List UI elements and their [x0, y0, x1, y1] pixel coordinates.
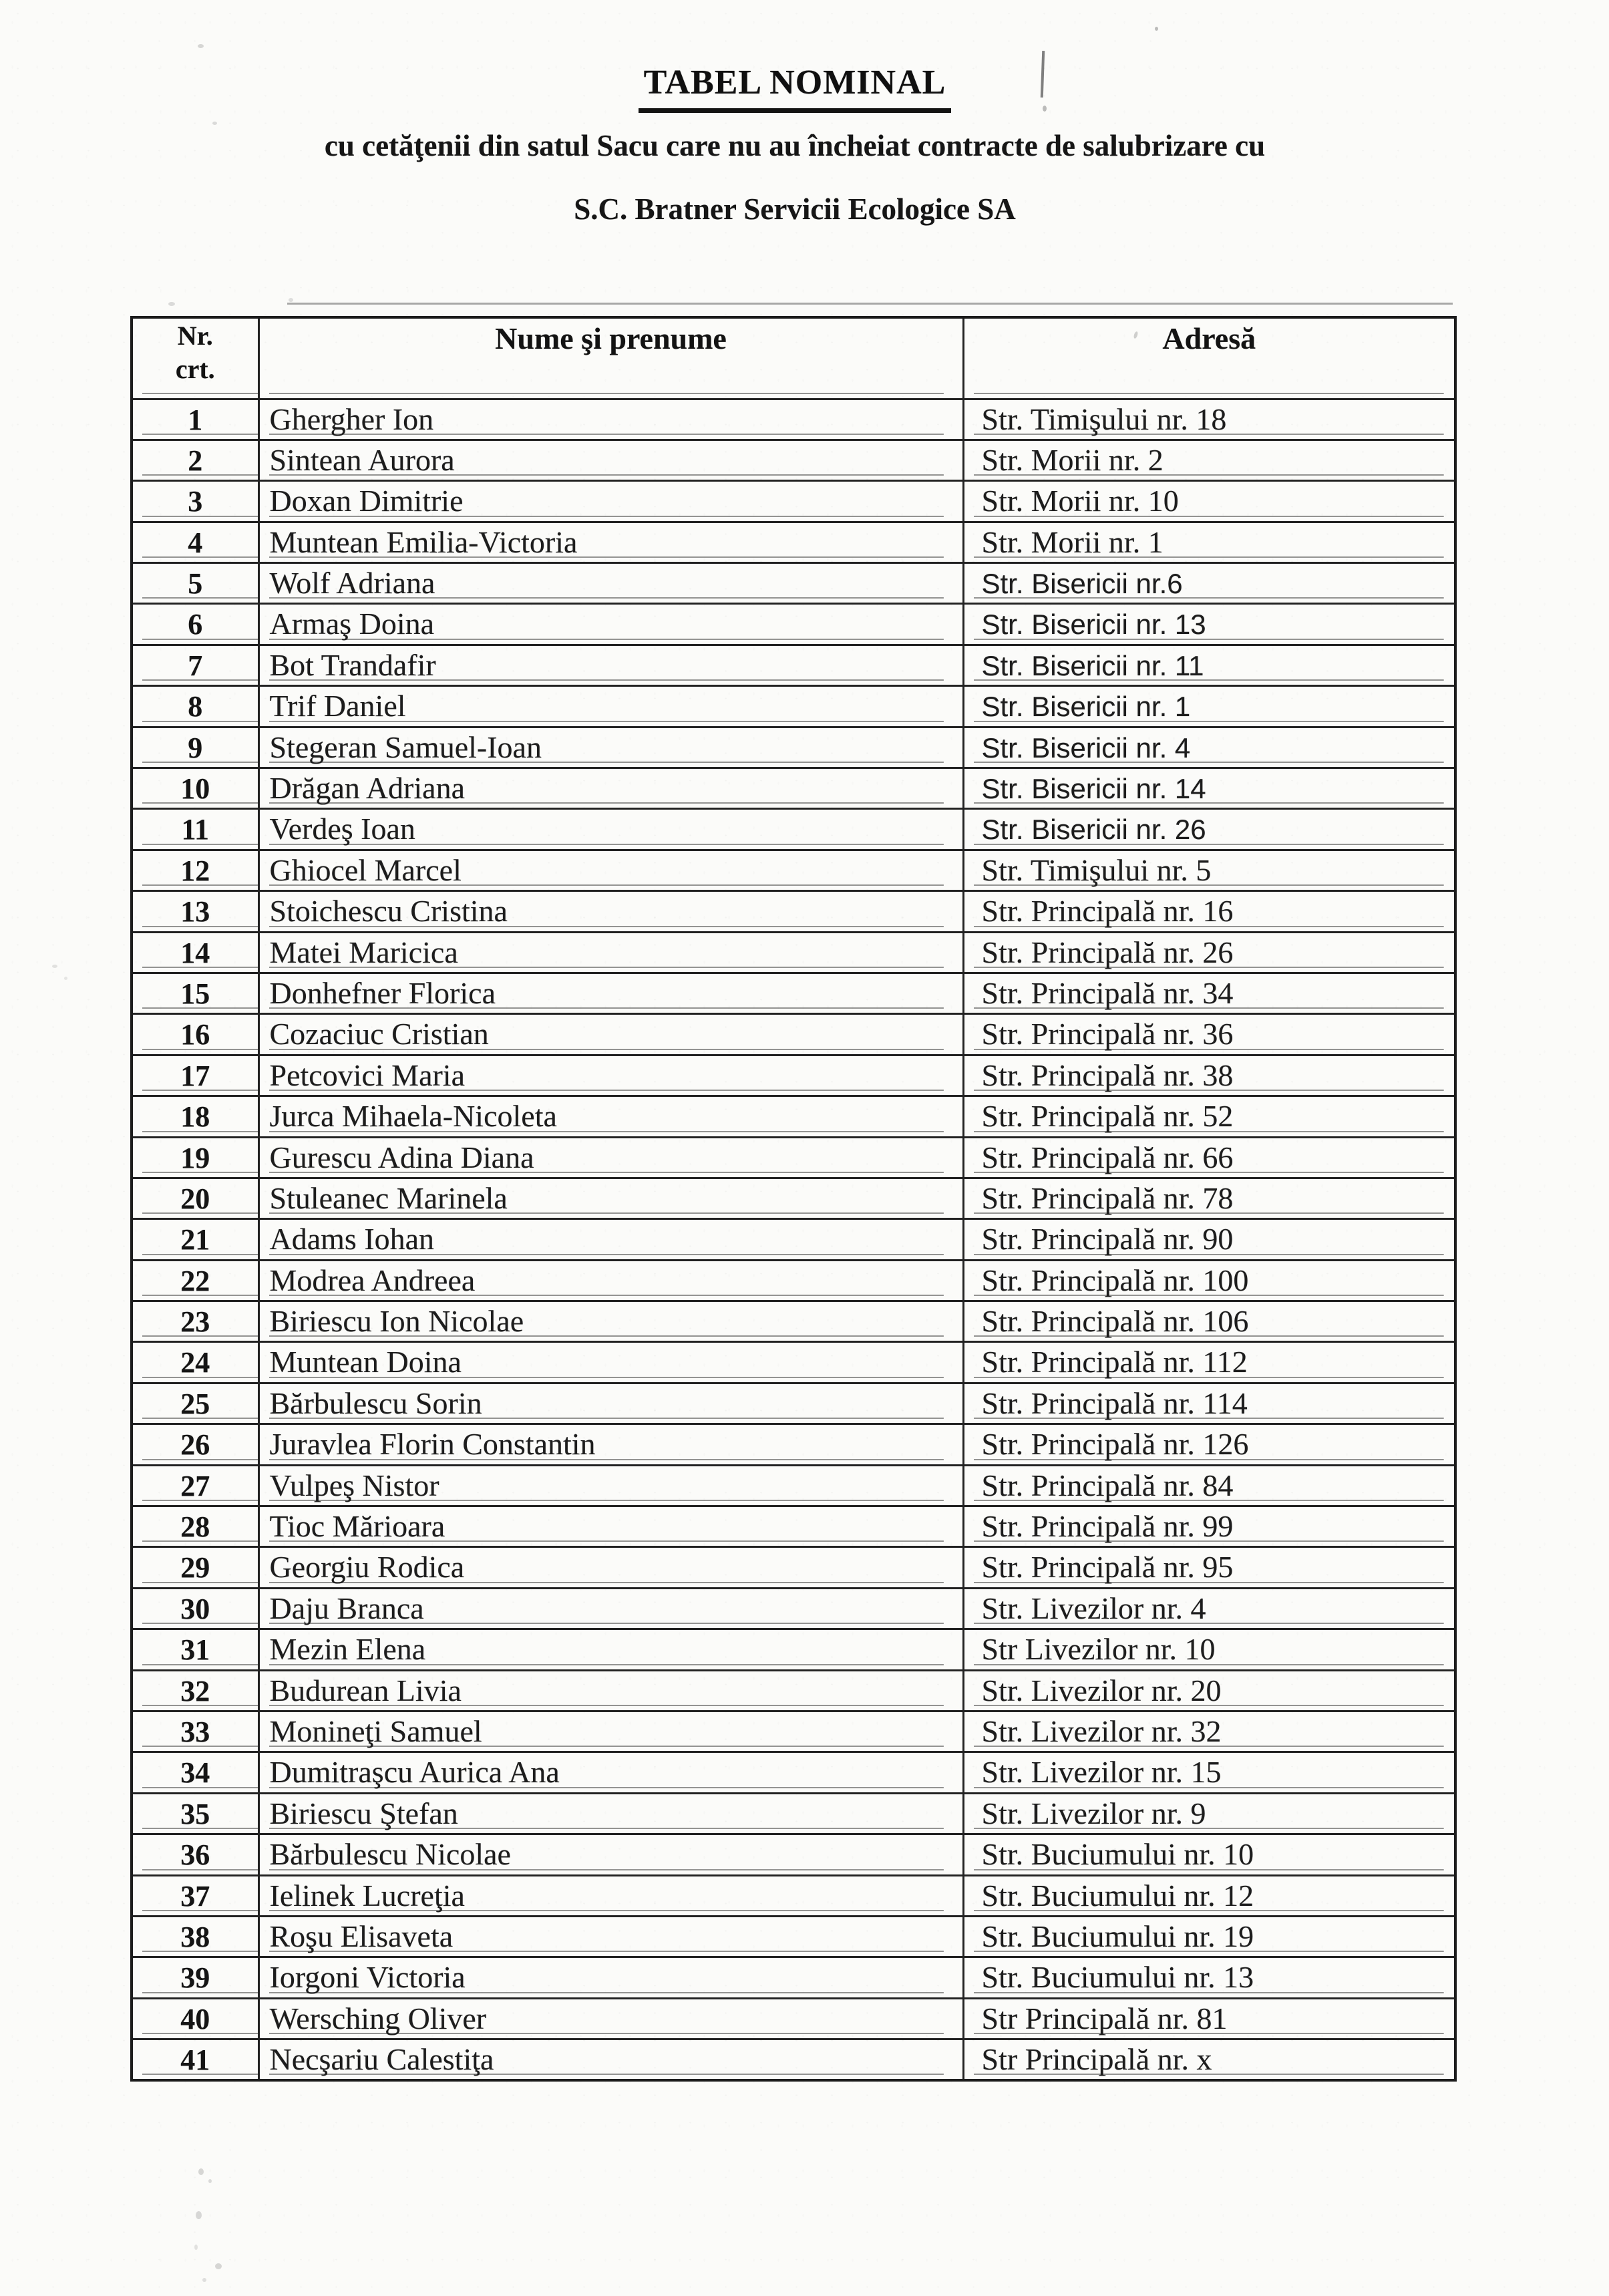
- citizen-name: Armaş Doina: [258, 604, 963, 645]
- row-number: 34: [132, 1752, 258, 1793]
- scan-artifact: [202, 2278, 206, 2282]
- citizen-address: Str. Bisericii nr. 11: [963, 645, 1455, 685]
- table-row: [132, 768, 1455, 809]
- citizen-name: Petcovici Maria: [258, 1055, 963, 1096]
- citizen-name: Ielinek Lucreţia: [258, 1875, 963, 1916]
- citizen-name: Drăgan Adriana: [258, 768, 963, 809]
- row-number: 14: [132, 932, 258, 973]
- table-row: [132, 686, 1455, 727]
- citizen-name: Iorgoni Victoria: [258, 1957, 963, 1998]
- citizen-name: Gurescu Adina Diana: [258, 1137, 963, 1178]
- citizen-address: Str. Livezilor nr. 32: [963, 1711, 1455, 1752]
- citizen-name: Budurean Livia: [258, 1670, 963, 1711]
- citizen-name: Modrea Andreea: [258, 1260, 963, 1301]
- citizen-address: Str. Buciumului nr. 12: [963, 1875, 1455, 1916]
- row-number: 35: [132, 1793, 258, 1834]
- citizen-address: Str. Timişului nr. 5: [963, 850, 1455, 890]
- citizen-address: Str. Bisericii nr. 4: [963, 727, 1455, 768]
- citizen-address: Str. Principală nr. 38: [963, 1055, 1455, 1096]
- table-row: [132, 809, 1455, 850]
- citizen-address: Str. Buciumului nr. 19: [963, 1916, 1455, 1957]
- citizen-name: Dumitraşcu Aurica Ana: [258, 1752, 963, 1793]
- citizen-address: Str. Principală nr. 95: [963, 1547, 1455, 1588]
- row-number: 36: [132, 1834, 258, 1875]
- table-row: [132, 440, 1455, 480]
- citizen-name: Georgiu Rodica: [258, 1547, 963, 1588]
- header-nr-line1: Nr.: [177, 321, 213, 351]
- table-row: [132, 1588, 1455, 1629]
- table-row: [132, 1506, 1455, 1547]
- citizen-address: Str. Principală nr. 126: [963, 1424, 1455, 1465]
- row-number: 1: [132, 399, 258, 440]
- citizen-address: Str. Principală nr. 114: [963, 1383, 1455, 1424]
- row-number: 39: [132, 1957, 258, 1998]
- row-number: 7: [132, 645, 258, 685]
- row-number: 3: [132, 481, 258, 522]
- row-number: 5: [132, 563, 258, 604]
- citizen-name: Cozaciuc Cristian: [258, 1014, 963, 1055]
- citizen-address: Str. Principală nr. 99: [963, 1506, 1455, 1547]
- citizen-name: Donhefner Florica: [258, 973, 963, 1013]
- citizen-name: Biriescu Ştefan: [258, 1793, 963, 1834]
- citizen-address: Str. Principală nr. 26: [963, 932, 1455, 973]
- table-row: [132, 563, 1455, 604]
- citizen-address: Str. Principală nr. 52: [963, 1096, 1455, 1137]
- citizen-address: Str. Bisericii nr. 13: [963, 604, 1455, 645]
- citizen-address: Str. Principală nr. 36: [963, 1014, 1455, 1055]
- citizen-name: Tioc Mărioara: [258, 1506, 963, 1547]
- table-row: [132, 727, 1455, 768]
- nominal-table: [130, 316, 1457, 2082]
- citizen-address: Str. Bisericii nr.6: [963, 563, 1455, 604]
- table-row: [132, 1875, 1455, 1916]
- row-number: 30: [132, 1588, 258, 1629]
- row-number: 9: [132, 727, 258, 768]
- citizen-name: Biriescu Ion Nicolae: [258, 1301, 963, 1342]
- table-row: [132, 850, 1455, 890]
- citizen-name: Trif Daniel: [258, 686, 963, 727]
- row-number: 12: [132, 850, 258, 890]
- row-number: 38: [132, 1916, 258, 1957]
- row-number: 25: [132, 1383, 258, 1424]
- citizen-address: Str. Livezilor nr. 9: [963, 1793, 1455, 1834]
- citizen-name: Vulpeş Nistor: [258, 1465, 963, 1506]
- row-number: 33: [132, 1711, 258, 1752]
- citizen-address: Str. Livezilor nr. 4: [963, 1588, 1455, 1629]
- citizen-address: Str. Bisericii nr. 14: [963, 768, 1455, 809]
- citizen-name: Bărbulescu Sorin: [258, 1383, 963, 1424]
- citizen-address: Str. Principală nr. 100: [963, 1260, 1455, 1301]
- table-row: [132, 1219, 1455, 1260]
- citizen-address: Str. Principală nr. 34: [963, 973, 1455, 1013]
- citizen-name: Muntean Doina: [258, 1342, 963, 1383]
- scan-artifact: [52, 965, 57, 968]
- citizen-address: Str Livezilor nr. 10: [963, 1629, 1455, 1670]
- document-subtitle: cu cetăţenii din satul Sacu care nu au încheiat contracte de salubrizare cu: [324, 129, 1266, 162]
- citizen-address: Str Principală nr. 81: [963, 1998, 1455, 2039]
- citizen-name: Muntean Emilia-Victoria: [258, 522, 963, 562]
- row-number: 10: [132, 768, 258, 809]
- table-row: [132, 973, 1455, 1013]
- table-row: [132, 1137, 1455, 1178]
- citizen-name: Monineţi Samuel: [258, 1711, 963, 1752]
- citizen-name: Mezin Elena: [258, 1629, 963, 1670]
- row-number: 22: [132, 1260, 258, 1301]
- citizen-address: Str. Buciumului nr. 13: [963, 1957, 1455, 1998]
- row-number: 32: [132, 1670, 258, 1711]
- row-number: 15: [132, 973, 258, 1013]
- table-row: [132, 1793, 1455, 1834]
- citizen-address: Str. Principală nr. 78: [963, 1178, 1455, 1218]
- document-title: [0, 63, 1590, 113]
- table-row: [132, 891, 1455, 932]
- scan-artifact: [212, 122, 217, 125]
- table-row: [132, 1342, 1455, 1383]
- row-number: 28: [132, 1506, 258, 1547]
- citizen-address: Str. Principală nr. 66: [963, 1137, 1455, 1178]
- scan-artifact-ghost-topline: [287, 303, 1453, 305]
- table-row: [132, 522, 1455, 562]
- citizen-name: Jurca Mihaela-Nicoleta: [258, 1096, 963, 1137]
- table-row: [132, 399, 1455, 440]
- row-number: 29: [132, 1547, 258, 1588]
- row-number: 18: [132, 1096, 258, 1137]
- citizen-name: Stuleanec Marinela: [258, 1178, 963, 1218]
- table-row: [132, 1383, 1455, 1424]
- citizen-address: Str. Morii nr. 2: [963, 440, 1455, 480]
- row-number: 27: [132, 1465, 258, 1506]
- row-number: 19: [132, 1137, 258, 1178]
- citizen-address: Str. Bisericii nr. 26: [963, 809, 1455, 850]
- row-number: 13: [132, 891, 258, 932]
- citizen-name: Matei Maricica: [258, 932, 963, 973]
- citizen-address: Str. Livezilor nr. 15: [963, 1752, 1455, 1793]
- scan-artifact: [1155, 27, 1158, 31]
- table-row: [132, 1301, 1455, 1342]
- row-number: 23: [132, 1301, 258, 1342]
- citizen-name: Necşariu Calestiţa: [258, 2039, 963, 2080]
- table-row: [132, 1670, 1455, 1711]
- table-row: [132, 1260, 1455, 1301]
- citizen-name: Bărbulescu Nicolae: [258, 1834, 963, 1875]
- table-row: [132, 1178, 1455, 1218]
- scan-artifact: [194, 2245, 198, 2250]
- citizen-address: Str. Principală nr. 16: [963, 891, 1455, 932]
- row-number: 2: [132, 440, 258, 480]
- row-number: 6: [132, 604, 258, 645]
- table-row: [132, 1547, 1455, 1588]
- citizen-address: Str. Principală nr. 112: [963, 1342, 1455, 1383]
- citizen-name: Daju Branca: [258, 1588, 963, 1629]
- scan-artifact: [64, 977, 67, 980]
- citizen-name: Wolf Adriana: [258, 563, 963, 604]
- table-row: [132, 1957, 1455, 1998]
- header-address: Adresă: [963, 317, 1455, 399]
- table-row: [132, 645, 1455, 685]
- scan-artifact: [198, 2168, 204, 2175]
- row-number: 17: [132, 1055, 258, 1096]
- row-number: 4: [132, 522, 258, 562]
- citizen-address: Str Principală nr. x: [963, 2039, 1455, 2080]
- table-row: [132, 1998, 1455, 2039]
- row-number: 8: [132, 686, 258, 727]
- citizen-name: Bot Trandafir: [258, 645, 963, 685]
- citizen-address: Str. Buciumului nr. 10: [963, 1834, 1455, 1875]
- row-number: 37: [132, 1875, 258, 1916]
- row-number: 41: [132, 2039, 258, 2080]
- citizen-name: Stoichescu Cristina: [258, 891, 963, 932]
- table-row: [132, 2039, 1455, 2080]
- citizen-address: Str. Morii nr. 1: [963, 522, 1455, 562]
- scan-artifact: [289, 298, 293, 302]
- table-row: [132, 932, 1455, 973]
- company-name: S.C. Bratner Servicii Ecologice SA: [574, 192, 1016, 226]
- citizen-name: Ghiocel Marcel: [258, 850, 963, 890]
- table-row: [132, 604, 1455, 645]
- citizen-name: Roşu Elisaveta: [258, 1916, 963, 1957]
- citizen-address: Str. Bisericii nr. 1: [963, 686, 1455, 727]
- citizen-name: Juravlea Florin Constantin: [258, 1424, 963, 1465]
- row-number: 24: [132, 1342, 258, 1383]
- scan-artifact: [168, 302, 175, 306]
- document-title-text: TABEL NOMINAL: [639, 63, 952, 113]
- row-number: 31: [132, 1629, 258, 1670]
- row-number: 20: [132, 1178, 258, 1218]
- table-row: [132, 1014, 1455, 1055]
- citizen-name: Stegeran Samuel-Ioan: [258, 727, 963, 768]
- scan-artifact: [198, 44, 204, 48]
- scan-artifact: [215, 2263, 222, 2269]
- row-number: 16: [132, 1014, 258, 1055]
- table-row: [132, 1055, 1455, 1096]
- citizen-name: Wersching Oliver: [258, 1998, 963, 2039]
- citizen-name: Ghergher Ion: [258, 399, 963, 440]
- citizen-address: Str. Principală nr. 106: [963, 1301, 1455, 1342]
- citizen-address: Str. Livezilor nr. 20: [963, 1670, 1455, 1711]
- table-row: [132, 1711, 1455, 1752]
- citizen-address: Str. Principală nr. 84: [963, 1465, 1455, 1506]
- scan-artifact: [208, 2179, 212, 2183]
- row-number: 26: [132, 1424, 258, 1465]
- citizen-name: Sintean Aurora: [258, 440, 963, 480]
- header-nr-crt: [132, 317, 258, 399]
- citizen-name: Verdeş Ioan: [258, 809, 963, 850]
- citizen-name: Adams Iohan: [258, 1219, 963, 1260]
- table-row: [132, 481, 1455, 522]
- citizen-address: Str. Morii nr. 10: [963, 481, 1455, 522]
- row-number: 21: [132, 1219, 258, 1260]
- table-row: [132, 1424, 1455, 1465]
- citizen-name: Doxan Dimitrie: [258, 481, 963, 522]
- header-name: Nume şi prenume: [258, 317, 963, 399]
- table-row: [132, 1629, 1455, 1670]
- table-row: [132, 1916, 1455, 1957]
- table-row: [132, 1752, 1455, 1793]
- table-row: [132, 1465, 1455, 1506]
- table-row: [132, 1834, 1455, 1875]
- table-header-row: [132, 317, 1455, 399]
- scan-artifact: [196, 2211, 202, 2219]
- table-row: [132, 1096, 1455, 1137]
- citizen-address: Str. Principală nr. 90: [963, 1219, 1455, 1260]
- citizen-address: Str. Timişului nr. 18: [963, 399, 1455, 440]
- header-nr-line2: crt.: [175, 354, 215, 384]
- row-number: 11: [132, 809, 258, 850]
- row-number: 40: [132, 1998, 258, 2039]
